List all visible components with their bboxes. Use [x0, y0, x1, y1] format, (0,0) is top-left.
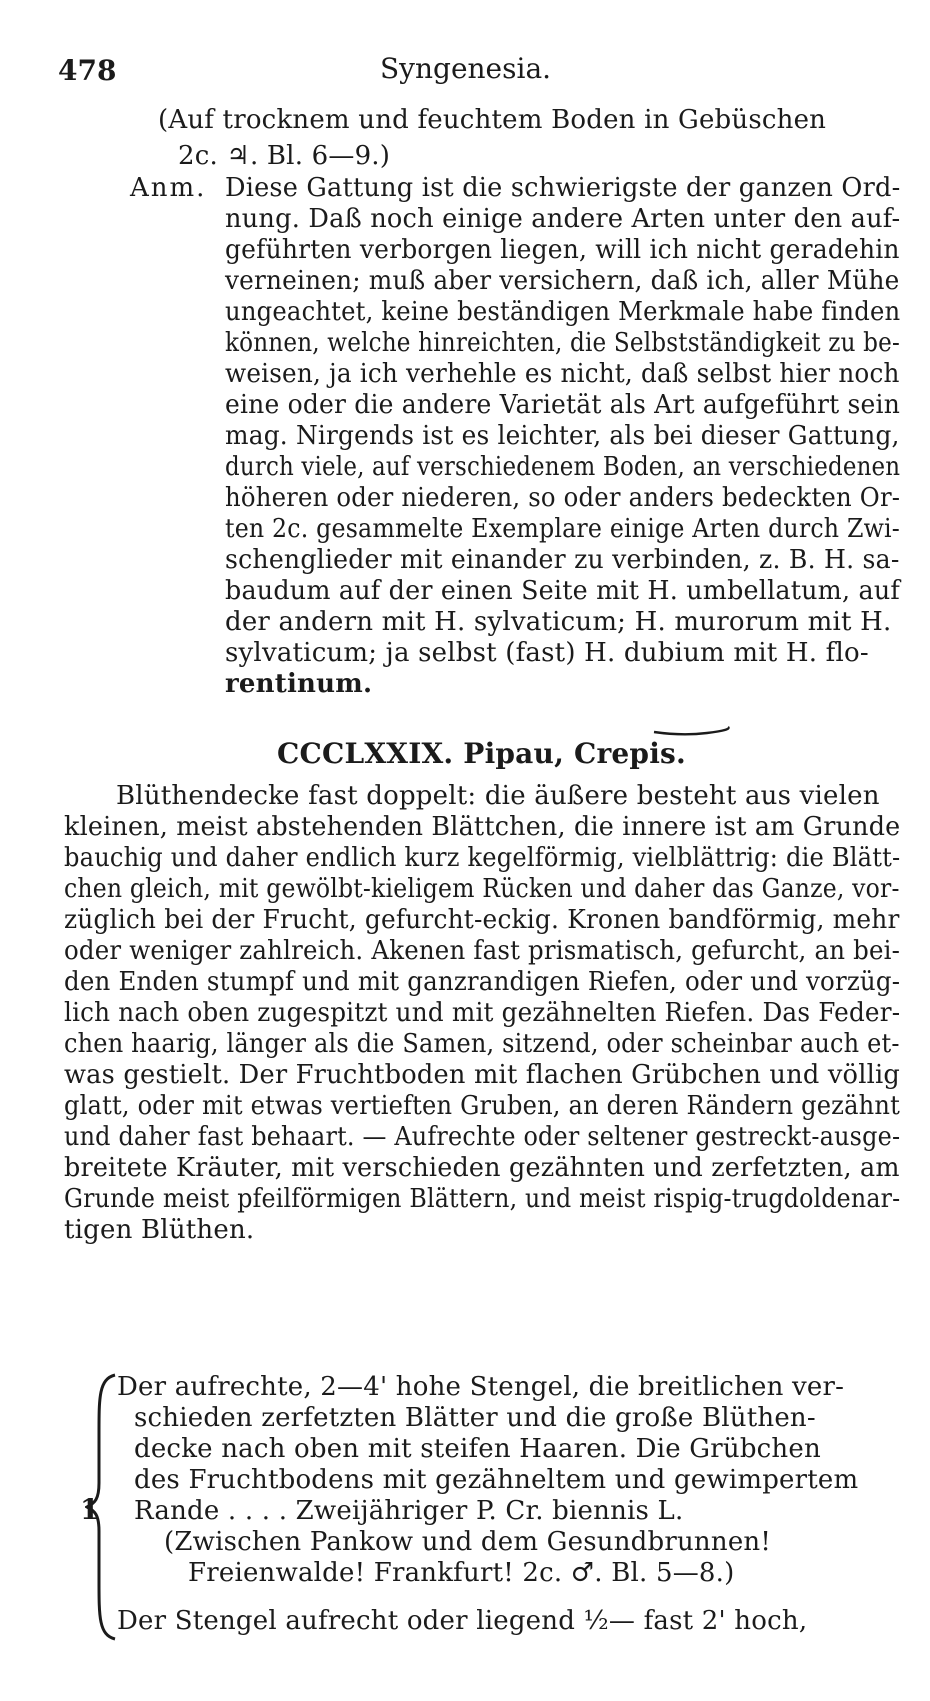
annotation-line: mag. Nirgends ist es leichter, als bei dieser Gattung,	[225, 421, 900, 451]
annotation-label: Anm.	[130, 173, 207, 203]
annotation-line: nung. Daß noch einige andere Arten unter den auf-	[225, 204, 901, 234]
annotation-line: der andern mit H. sylvaticum; H. murorum mit H.	[225, 607, 892, 637]
annotation-line: ungeachtet, keine beständigen Merkmale habe finden	[225, 297, 901, 327]
description-line: und daher fast behaart. — Aufrechte oder seltener gestreckt-ausge-	[64, 1122, 901, 1152]
description-line: glatt, oder mit etwas vertieften Gruben, an deren Rändern gezähnt	[64, 1091, 900, 1121]
description-line: was gestielt. Der Fruchtboden mit flachen Grübchen und völlig	[64, 1060, 901, 1090]
genus-heading: CCCLXXIX. Pipau, Crepis.	[277, 737, 686, 770]
key-line: decke nach oben mit steifen Haaren. Die Grübchen	[134, 1434, 821, 1464]
annotation-line: rentinum.	[225, 669, 373, 699]
ink-underline-stroke	[652, 723, 730, 737]
description-line: Blüthendecke fast doppelt: die äußere besteht aus vielen	[116, 781, 880, 811]
annotation-line: Diese Gattung ist die schwierigste der ganzen Ord-	[225, 173, 901, 203]
annotation-line: durch viele, auf verschiedenem Boden, an verschiedenen	[225, 452, 901, 482]
habitat-line: (Auf trocknem und feuchtem Boden in Gebüschen	[158, 105, 827, 135]
description-line: tigen Blüthen.	[64, 1215, 255, 1245]
key-line: Der aufrechte, 2—4' hohe Stengel, die breitlichen ver-	[117, 1372, 845, 1402]
key-line: schieden zerfetzten Blätter und die große Blüthen-	[134, 1403, 816, 1433]
description-line: Grunde meist pfeilförmigen Blättern, und meist rispig-trugdoldenar-	[64, 1184, 901, 1214]
description-line: breitete Kräuter, mit verschieden gezähnten und zerfetzten, am	[64, 1153, 900, 1183]
annotation-line: eine oder die andere Varietät als Art aufgeführt sein	[225, 390, 900, 420]
annotation-line: baudum auf der einen Seite mit H. umbellatum, auf	[225, 576, 900, 606]
key-line: (Zwischen Pankow und dem Gesundbrunnen!	[164, 1527, 771, 1557]
habitat-line: 2c. ♃. Bl. 6—9.)	[178, 141, 391, 171]
description-line: chen haarig, länger als die Samen, sitzend, oder scheinbar auch et-	[64, 1029, 900, 1059]
description-line: den Enden stumpf und mit ganzrandigen Riefen, oder und vorzüg-	[64, 967, 901, 997]
description-line: oder weniger zahlreich. Akenen fast prismatisch, gefurcht, an bei-	[64, 936, 901, 966]
key-number: 1	[80, 1493, 100, 1526]
annotation-line: ten 2c. gesammelte Exemplare einige Arten durch Zwi-	[225, 514, 900, 544]
annotation-line: können, welche hinreichten, die Selbstständigkeit zu be-	[225, 328, 900, 358]
running-title: Syngenesia.	[380, 52, 552, 85]
annotation-line: geführten verborgen liegen, will ich nicht geradehin	[225, 235, 900, 265]
description-line: züglich bei der Frucht, gefurcht-eckig. Kronen bandförmig, mehr	[64, 905, 900, 935]
annotation-line: weisen, ja ich verhehle es nicht, daß selbst hier noch	[225, 359, 900, 389]
description-line: kleinen, meist abstehenden Blättchen, die innere ist am Grunde	[64, 812, 901, 842]
key-line: Rande . . . . Zweijähriger P. Cr. biennis L.	[134, 1496, 684, 1526]
description-line: lich nach oben zugespitzt und mit gezähnelten Riefen. Das Feder-	[64, 998, 901, 1028]
description-line: chen gleich, mit gewölbt-kieligem Rücken und daher das Ganze, vor-	[64, 874, 900, 904]
annotation-line: sylvaticum; ja selbst (fast) H. dubium mit H. flo-	[225, 638, 869, 668]
key-line: Der Stengel aufrecht oder liegend ½— fast 2' hoch,	[117, 1606, 808, 1636]
annotation-line: verneinen; muß aber versichern, daß ich, aller Mühe	[225, 266, 900, 296]
key-line: Freienwalde! Frankfurt! 2c. ♂. Bl. 5—8.)	[188, 1558, 735, 1588]
key-line: des Fruchtbodens mit gezähneltem und gewimpertem	[134, 1465, 859, 1495]
annotation-line: höheren oder niederen, so oder anders bedeckten Or-	[225, 483, 901, 513]
description-line: bauchig und daher endlich kurz kegelförmig, vielblättrig: die Blätt-	[64, 843, 901, 873]
page-number: 478	[58, 54, 117, 87]
annotation-line: schenglieder mit einander zu verbinden, z. B. H. sa-	[225, 545, 900, 575]
